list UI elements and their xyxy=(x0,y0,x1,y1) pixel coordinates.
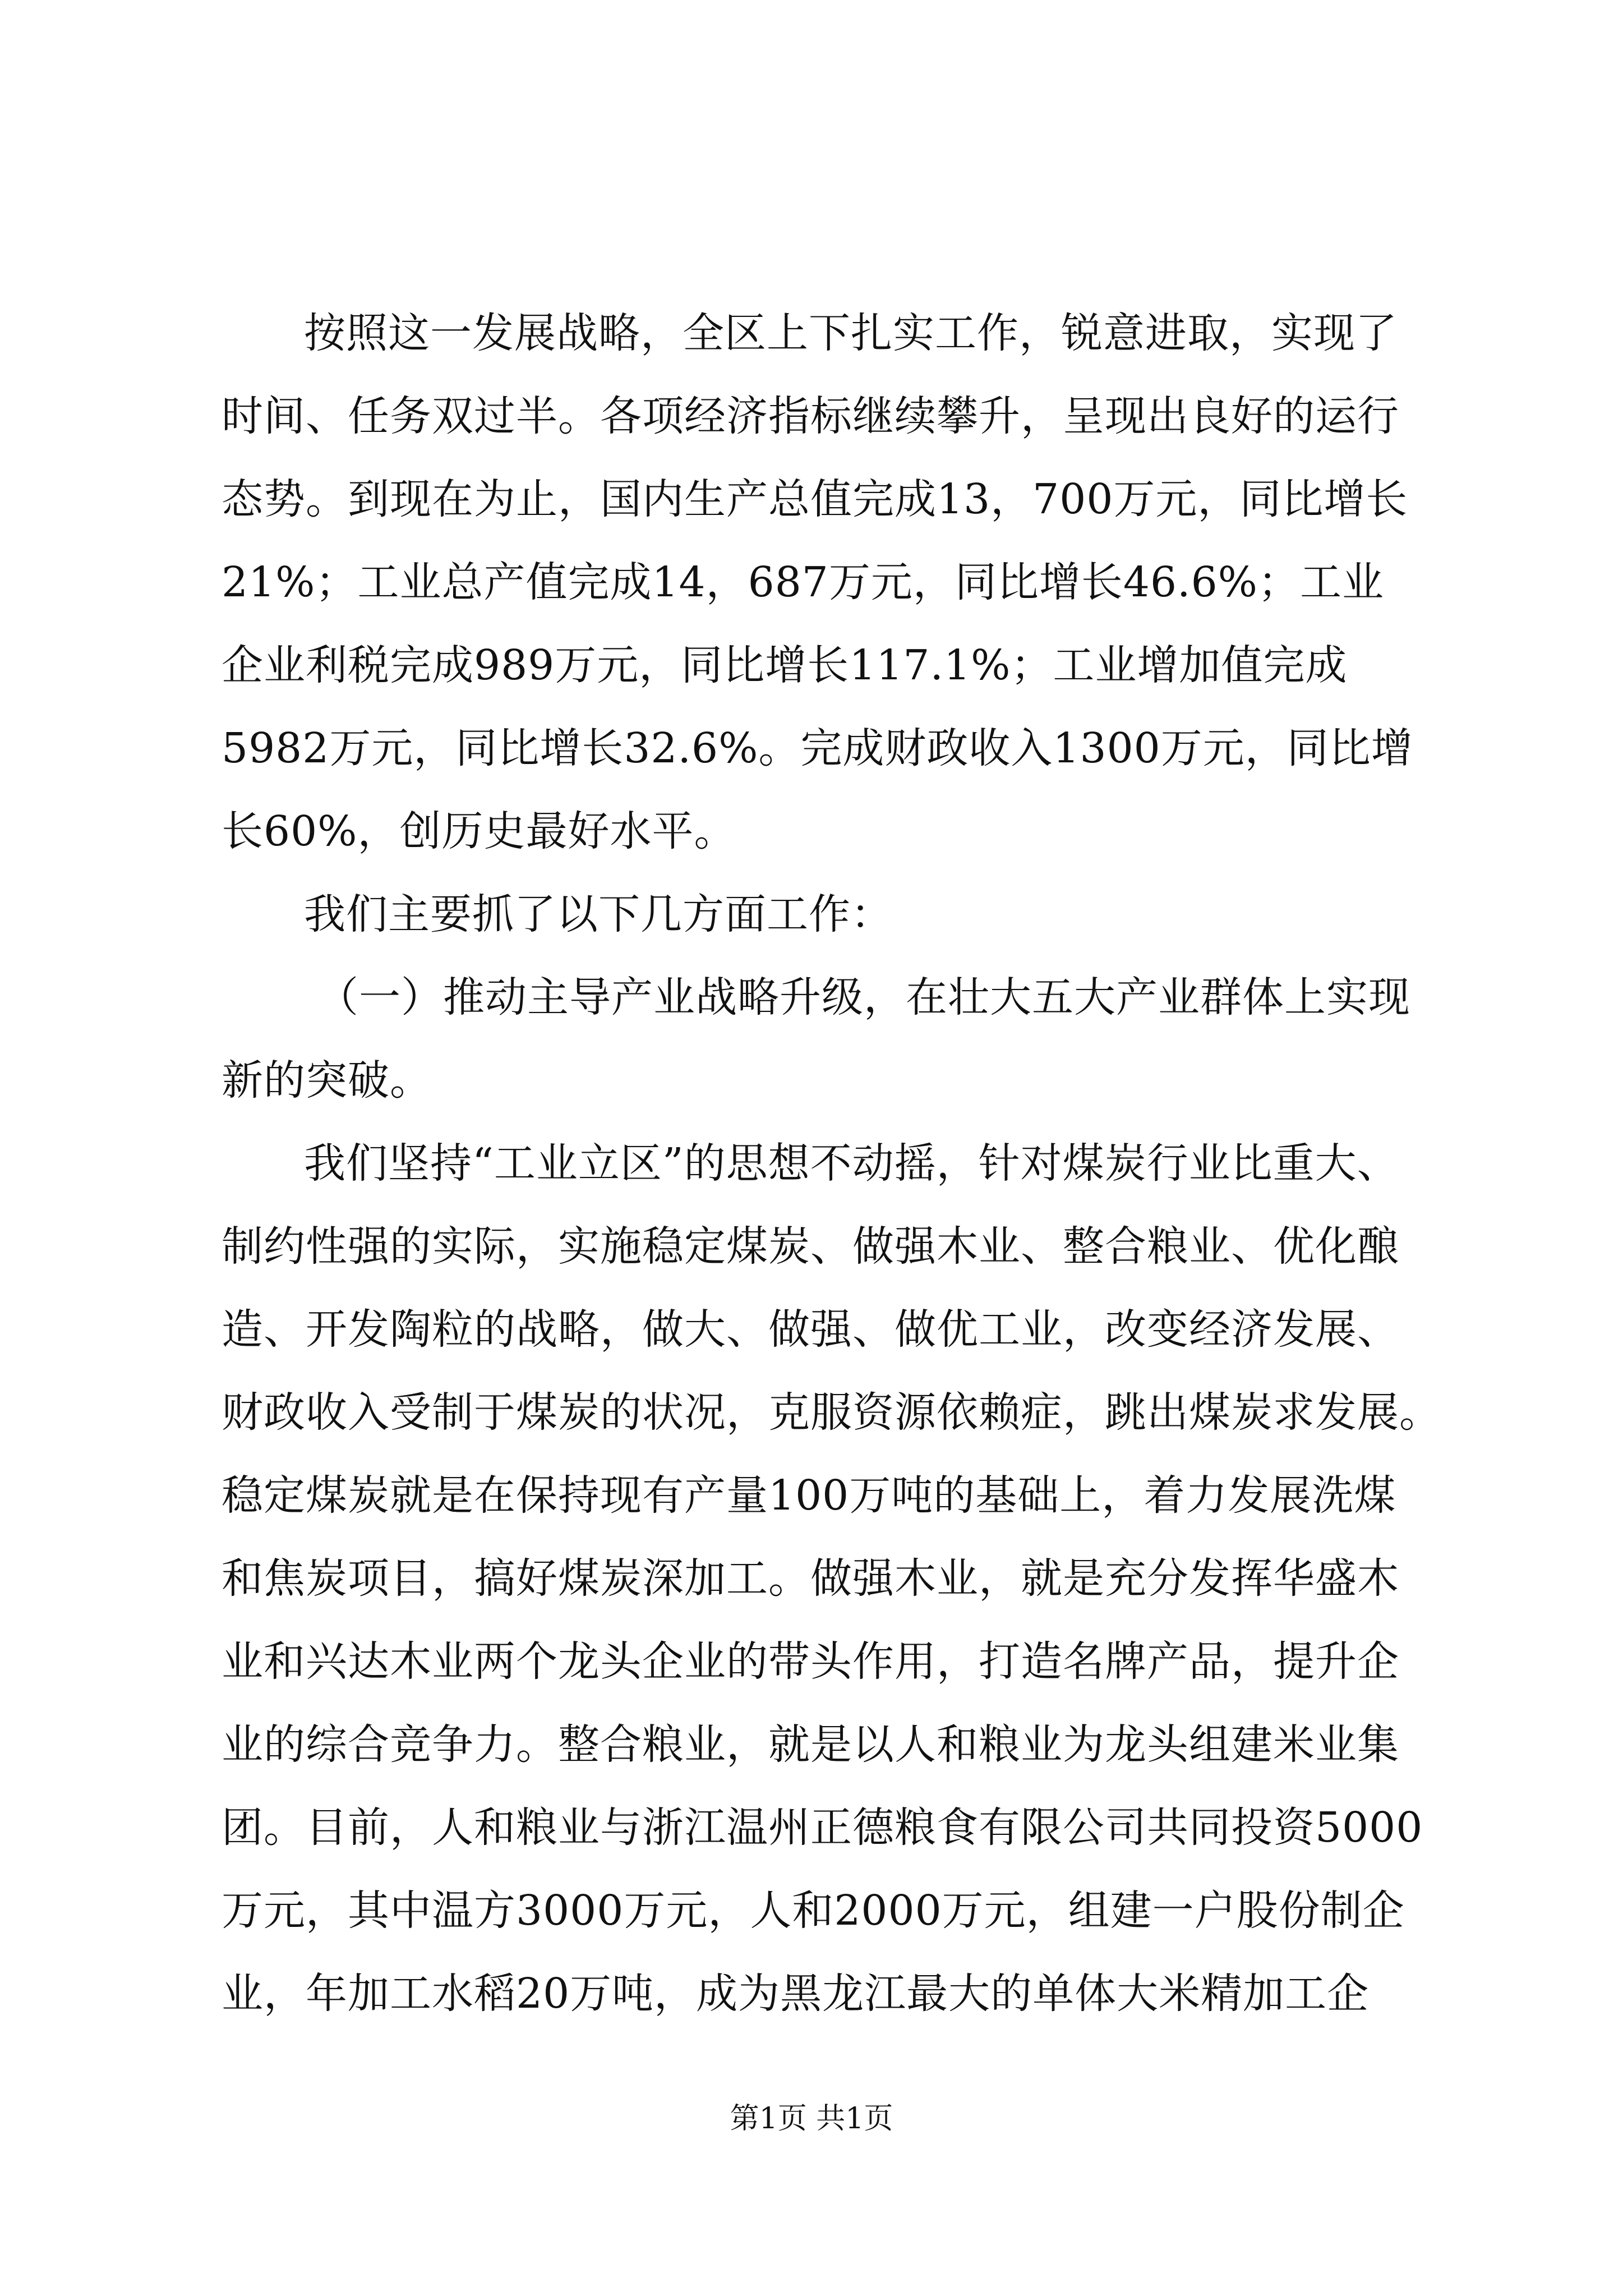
text-line: 5982万元，同比增长32.6%。完成财政收入1300万元，同比增 xyxy=(222,724,1413,772)
section-heading-continued: 新的突破。 xyxy=(222,1056,432,1105)
text-line: 21%；工业总产值完成14，687万元，同比增长46.6%；工业 xyxy=(222,558,1384,606)
text-line: 态势。到现在为止，国内生产总值完成13，700万元，同比增长 xyxy=(222,475,1408,523)
text-line: 业和兴达木业两个龙头企业的带头作用，打造名牌产品，提升企 xyxy=(222,1637,1399,1686)
text-line: 企业利税完成989万元，同比增长117.1%；工业增加值完成 xyxy=(222,641,1348,689)
text-line: 万元，其中温方3000万元，人和2000万元，组建一户股份制企 xyxy=(222,1887,1405,1935)
text-line: 长60%，创历史最好水平。 xyxy=(222,807,736,855)
text-line: 和焦炭项目，搞好煤炭深加工。做强木业，就是充分发挥华盛木 xyxy=(222,1554,1399,1603)
page-number: 第1页 共1页 xyxy=(730,2102,893,2136)
text-line: 时间、任务双过半。各项经济指标继续攀升，呈现出良好的运行 xyxy=(222,392,1399,440)
text-line: 按照这一发展战略，全区上下扎实工作，锐意进取，实现了 xyxy=(304,309,1398,357)
section-heading: （一）推动主导产业战略升级，在壮大五大产业群体上实现 xyxy=(317,973,1410,1022)
text-line: 业的综合竞争力。整合粮业，就是以人和粮业为龙头组建米业集 xyxy=(222,1720,1399,1769)
text-line: 我们坚持“工业立区”的思想不动摇，针对煤炭行业比重大、 xyxy=(304,1139,1399,1188)
text-line: 业，年加工水稻20万吨，成为黑龙江最大的单体大米精加工企 xyxy=(222,1970,1370,2018)
document-body xyxy=(222,292,1441,2035)
text-line: 制约性强的实际，实施稳定煤炭、做强木业、整合粮业、优化酿 xyxy=(222,1222,1399,1271)
text-line: 我们主要抓了以下几方面工作： xyxy=(304,890,893,938)
text-line: 财政收入受制于煤炭的状况，克服资源依赖症，跳出煤炭求发展。 xyxy=(222,1388,1441,1437)
text-line: 团。目前，人和粮业与浙江温州正德粮食有限公司共同投资5000 xyxy=(222,1803,1423,1852)
text-line: 造、开发陶粒的战略，做大、做强、做优工业，改变经济发展、 xyxy=(222,1305,1399,1354)
text-line: 稳定煤炭就是在保持现有产量100万吨的基础上，着力发展洗煤 xyxy=(222,1471,1396,1520)
